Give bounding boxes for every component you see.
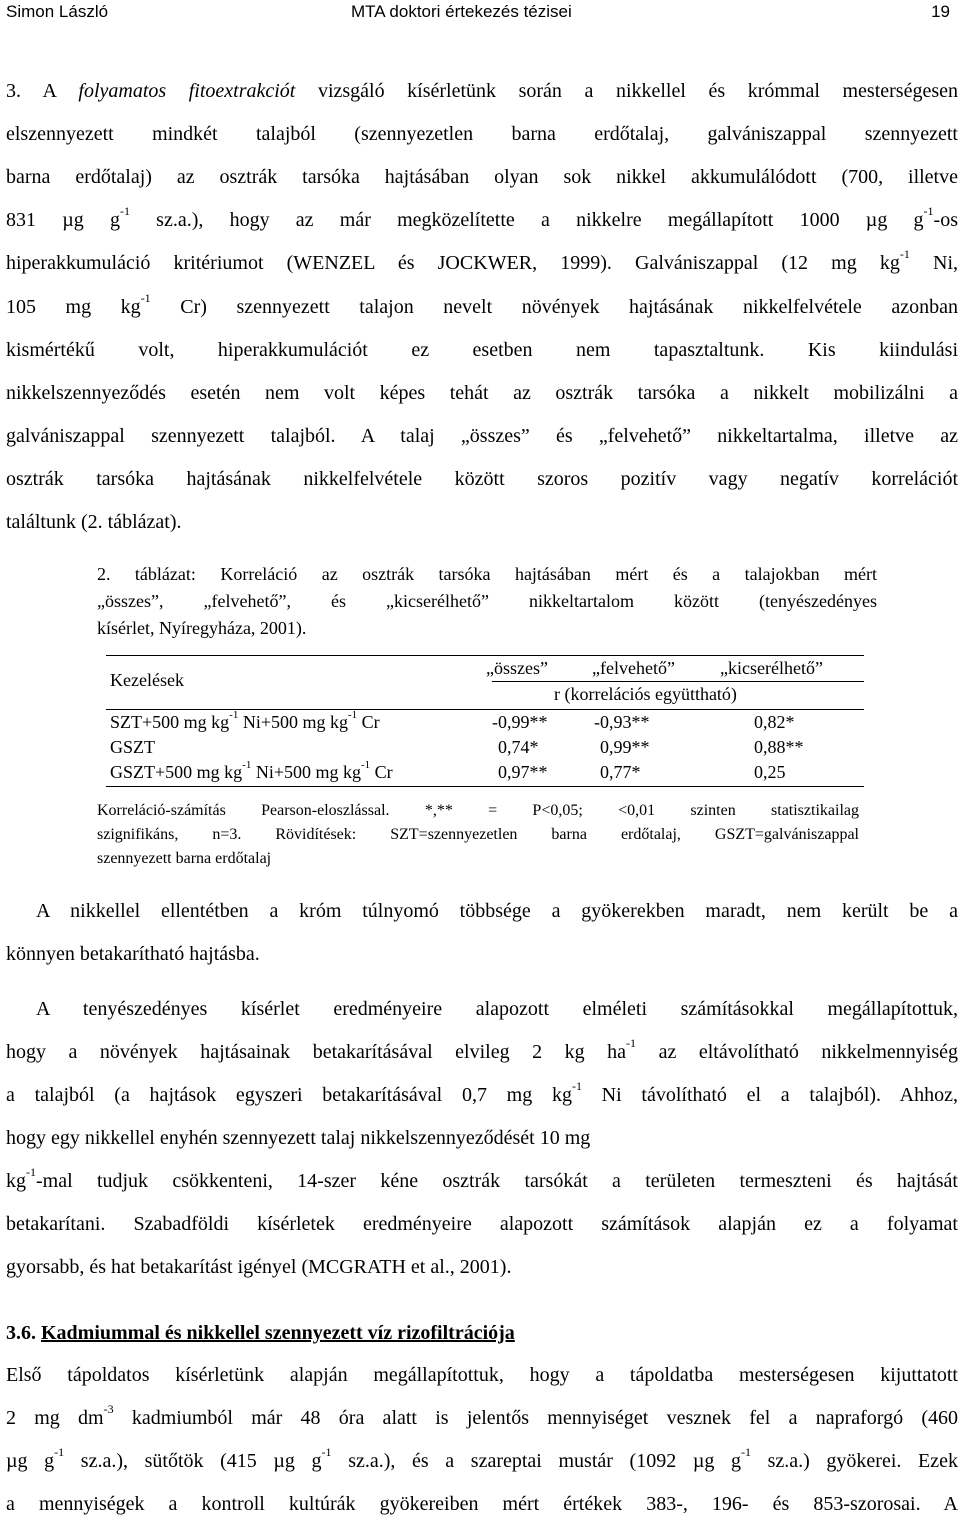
table-cell: -0,93**: [594, 712, 650, 732]
text-line: hogy egy nikkellel enyhén szennyezett talaj nikkelszennyeződését 10 mg: [6, 1127, 591, 1149]
table-rule-bottom: [106, 786, 864, 787]
text-line: találtunk (2. táblázat).: [6, 511, 182, 533]
header-author: Simon László: [6, 2, 109, 21]
page-header: [6, 2, 954, 28]
text-line: osztrák tarsóka hajtásának nikkelfelvétele között szoros pozitív vagy negatív korrelációt: [6, 468, 958, 490]
col-header-osszes: „összes”: [486, 658, 548, 678]
table-row-label: SZT+500 mg $kg^{-1}$ Ni+500 mg $kg^{-1}$ Cr: [110, 709, 380, 732]
text-line: 3. A folyamatos fitoextrakciót vizsgáló kísérletünk során a nikkellel és krómmal mesterségesen: [6, 80, 959, 102]
table-cell: 0,99**: [600, 737, 650, 757]
section-heading: 3.6. Kadmiummal és nikkellel szennyezett víz rizofiltrációja: [6, 1322, 515, 1344]
table-cell: 0,77*: [600, 762, 641, 782]
table-cell: 0,25: [754, 762, 786, 782]
text-line: A nikkellel ellentétben a króm túlnyomó többsége a gyökerekben maradt, nem került be a: [36, 900, 958, 922]
text-line: $kg^{-1}$-mal tudjuk csökkenteni, 14-szer kéne osztrák tarsókát a területen termeszteni és hajtását: [6, 1165, 958, 1192]
table-cell: -0,99**: [492, 712, 548, 732]
correlation-table: [106, 655, 866, 787]
col-header-kicserelheto: „kicserélhető”: [720, 658, 823, 678]
table-cell: 0,88**: [754, 737, 804, 757]
text-line: betakarítani. Szabadföldi kísérletek eredményeire alapozott számítások alapján ez a folyamat: [6, 1213, 958, 1235]
table-row-label: GSZT+500 mg $kg^{-1}$ Ni+500 mg $kg^{-1}$ Cr: [110, 759, 393, 782]
text-line: barna erdőtalaj) az osztrák tarsóka hajtásában olyan sok nikkel akkumulálódott (700, illetve: [6, 166, 958, 188]
text-line: kismértékű volt, hiperakkumulációt ez esetben nem tapasztaltunk. Kis kiindulási: [6, 339, 958, 361]
table-cell: 0,82*: [754, 712, 795, 732]
text-line: nikkelszennyeződés esetén nem volt képes tehát az osztrák tarsóka a nikkelt mobilizálni a: [6, 382, 958, 404]
table-row-header: Kezelések: [110, 670, 184, 690]
text-line: a mennyiségek a kontroll kultúrák gyökereiben mért értékek 383-, 196- és 853-szorosai. A: [6, 1493, 958, 1515]
text-line: gyorsabb, és hat betakarítást igényel (MCGRATH et al., 2001).: [6, 1256, 512, 1278]
table-cell: 0,74*: [498, 737, 539, 757]
text-line: galvániszappal szennyezett talajból. A talaj „összes” és „felvehető” nikkeltartalma, illetve az: [6, 425, 958, 447]
text-line: 105 mg $kg^{-1}$ Cr) szennyezett talajon nevelt növények hajtásának nikkelfelvétele azonban: [6, 291, 958, 318]
text-line: µg $g^{-1}$ sz.a.), sütőtök (415 µg $g^{-1}$ sz.a.), és a szareptai mustár (1092 µg $g^{-1}$ sz.a.) gyökerei. Ezek: [6, 1445, 958, 1472]
text-line: 831 µg $g^{-1}$ sz.a.), hogy az már megközelítette a nikkelre megállapított 1000 µg $g^{-1}-os$: [6, 204, 958, 231]
table-row-label: GSZT: [110, 737, 155, 757]
text-line: könnyen betakarítható hajtásba.: [6, 943, 260, 965]
header-page-number: 19: [931, 2, 950, 21]
text-line: hogy a növények hajtásainak betakarításával elvileg 2 kg $ha^{-1}$ az eltávolítható nikkelmennyiség: [6, 1036, 958, 1063]
table-cell: 0,97**: [498, 762, 548, 782]
text-line: Első tápoldatos kísérletünk alapján megállapítottuk, hogy a tápoldatba mesterségesen kijuttatott: [6, 1364, 958, 1386]
document-page: Simon László MTA doktori értekezés tézisei 19 3. A folyamatos fitoextrakciót vizsgáló kísérletünk során a nikkellel és krómmal mesterségesen elszennyezett mindkét talajból (szennyezetlen barna erdőtalaj, galvániszappal szennyezett barna erdőtalaj) az osztrák tarsóka hajtásában olyan sok nikkel akkumulálódott (700, illetve 831 µg $g^{-1}$ sz.a.), hogy az már megközelítette a nikkelre megállapított 1000 µg $g^{-1}-os$ hiperakkumuláció kritériumot (WENZEL és JOCKWER, 1999). Galvániszappal (12 mg $kg^{-1}$ Ni, 105 mg $kg^{-1}$ Cr) szennyezett talajon nevelt növények hajtásának nikkelfelvétele azonban kismértékű volt, hiperakkumulációt ez esetben nem tapasztaltunk. Kis kiindulási nikkelszennyeződés esetén nem volt képes tehát az osztrák tarsóka a nikkelt mobilizálni a galvániszappal szennyezett talajból. A talaj „összes” és „felvehető” nikkeltartalma, illetve az osztrák tarsóka hajtásának nikkelfelvétele között szoros pozitív vagy negatív korrelációt találtunk (2. táblázat). 2. táblázat: Korreláció az osztrák tarsóka hajtásában mért és a talajokban mért „összes”, „felvehető”, és „kicserélhető” nikkeltartalom között (tenyészedényes kísérlet, Nyíregyháza, 2001). Kezelések „összes” „felvehető” „kicserélhető” r (korrelációs együttható) SZT+500 mg $kg^{-1}$ Ni+500 mg $kg^{-1}$ Cr -0,99** -0,93** 0,82* GSZT 0,74* 0,99** 0,88** GSZT+500 mg $kg^{-1}$ Ni+500 mg $kg^{-1}$ Cr 0,97** 0,77* 0,25 Korreláció-számítás Pearson-eloszlással. *,** = P<0,05; <0,01 szinten statisztikailag szignifikáns, n=3. Rövidítések: SZT=szennyezetlen barna erdőtalaj, GSZT=galvániszappal szennyezett barna erdőtalaj A nikkellel ellentétben a króm túlnyomó többsége a gyökerekben maradt, nem került be a könnyen betakarítható hajtásba. A tenyészedényes kísérlet eredményeire alapozott elméleti számításokkal megállapítottuk, hogy a növények hajtásainak betakarításával elvileg 2 kg $ha^{-1}$ az eltávolítható nikkelmennyiség a talajból (a hajtások egyszeri betakarításával 0,7 mg $kg^{-1}$ Ni távolítható el a talajból). Ahhoz, hogy egy nikkellel enyhén szennyezett talaj nikkelszennyeződését 10 mg $kg^{-1}$-mal tudjuk csökkenteni, 14-szer kéne osztrák tarsókát a területen termeszteni és hajtását betakarítani. Szabadföldi kísérletek eredményeire alapozott számítások alapján ez a folyamat gyorsabb, és hat betakarítást igényel (MCGRATH et al., 2001). 3.6. Kadmiummal és nikkellel szennyezett víz rizofiltrációja Első tápoldatos kísérletünk alapján megállapítottuk, hogy a tápoldatba mesterségesen kijuttatott 2 mg $dm^{-3}$ kadmiumból már 48 óra alatt is jelentős mennyiséget vesznek fel a napraforgó (460 µg $g^{-1}$ sz.a.), sütőtök (415 µg $g^{-1}$ sz.a.), és a szareptai mustár (1092 µg $g^{-1}$ sz.a.) gyökerei. Ezek a mennyiségek a kontroll kultúrák gyökereiben mért értékek 383-, 196- és 853-szorosai. A: [6, 2, 959, 1515]
header-title: MTA doktori értekezés tézisei: [351, 2, 572, 21]
text-line: a talajból (a hajtások egyszeri betakarításával 0,7 mg $kg^{-1}$ Ni távolítható el a talajból). Ahhoz,: [6, 1079, 958, 1106]
text-line: elszennyezett mindkét talajból (szennyezetlen barna erdőtalaj, galvániszappal szennyezett: [6, 123, 958, 145]
text-line: hiperakkumuláció kritériumot (WENZEL és JOCKWER, 1999). Galvániszappal (12 mg $kg^{-1}$ Ni,: [6, 247, 958, 274]
col-header-felveheto: „felvehető”: [592, 658, 675, 678]
text-line: 2 mg $dm^{-3}$ kadmiumból már 48 óra alatt is jelentős mennyiséget vesznek fel a napraforgó (460: [6, 1402, 958, 1429]
table-subheader: r (korrelációs együttható): [554, 684, 737, 704]
text-line: A tenyészedényes kísérlet eredményeire alapozott elméleti számításokkal megállapítottuk,: [36, 998, 958, 1020]
